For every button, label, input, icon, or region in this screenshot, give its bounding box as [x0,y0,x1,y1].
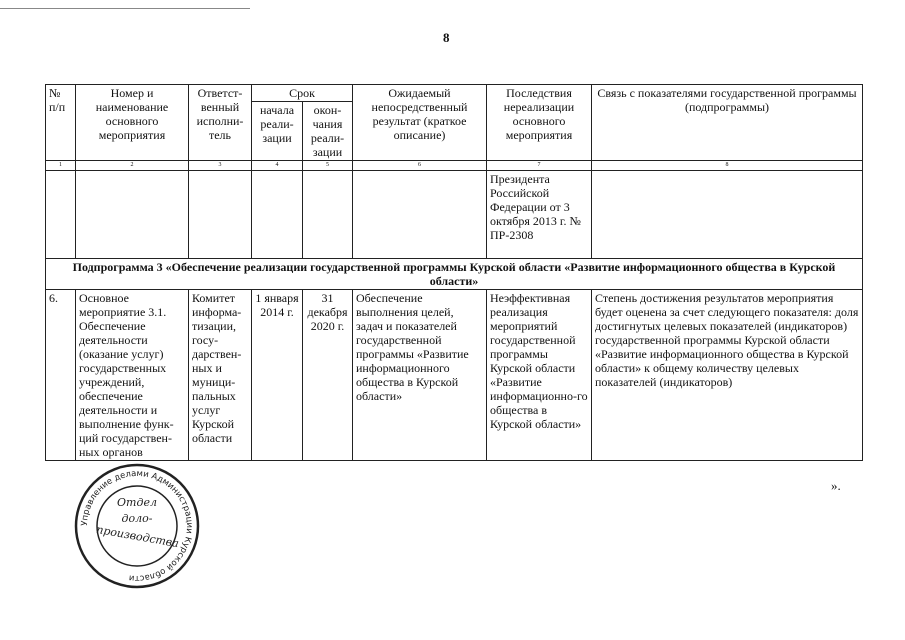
measures-table [45,84,863,461]
header-responsible: Ответст-венный исполни-тель [189,85,252,161]
row-expected: Обеспечение выполнения целей, задач и показателей государственной программы «Развитие информационного общества в Курской области» [353,290,487,461]
stamp-inner-line: производства [95,522,180,551]
row-link: Степень достижения результатов мероприятия будет оценена за счет следующего показателя: доля достигнутых целевых показателей (индикаторов) государственной программы Курской области «Развитие информационного общества в Курской области» к общему количеству целевых показателей (индикаторов) [592,290,863,461]
header-row [46,85,863,102]
col-number: 3 [189,161,252,171]
col-number: 1 [46,161,76,171]
col-number: 8 [592,161,863,171]
row-end: 31 декабря 2020 г. [303,290,353,461]
header-start: начала реали-зации [252,102,303,161]
col-number: 5 [303,161,353,171]
page-number: 8 [443,30,450,45]
header-end: окон-чания реали-зации [303,102,353,161]
header-num: № п/п [46,85,76,161]
column-number-row [46,161,863,171]
col-number: 2 [76,161,189,171]
continuation-consequences: Президента Российской Федерации от 3 октября 2013 г. № ПР-2308 [487,171,592,259]
row-consequences: Неэффективная реализация мероприятий государственной программы Курской области «Развитие информационно-го общества в Курской области» [487,290,592,461]
row-responsible: Комитет информа-тизации, госу-дарствен-ных и муници-пальных услуг Курской области [189,290,252,461]
row-start: 1 января 2014 г. [252,290,303,461]
stamp-ring-text: Управление делами Администрации Курской области [79,468,195,584]
subprogram-title: Подпрограмма 3 «Обеспечение реализации государственной программы Курской области «Развитие информационного общества в Курской области» [46,259,863,290]
table-row [46,290,863,461]
cell-empty [252,171,303,259]
stamp-inner-line: Отдел [117,496,157,509]
cell-empty [303,171,353,259]
top-rule [0,8,250,9]
cell-empty [353,171,487,259]
header-consequences: Последствия нереализации основного мероприятия [487,85,592,161]
subprogram-row [46,259,863,290]
header-term: Срок [252,85,353,102]
stamp-inner-line: доло- [121,512,153,525]
closing-quote: ». [831,478,841,493]
cell-empty [76,171,189,259]
header-name: Номер и наименование основного мероприятия [76,85,189,161]
office-stamp [73,462,201,590]
header-link: Связь с показателями государственной программы (подпрограммы) [592,85,863,161]
cell-empty [46,171,76,259]
cell-empty [189,171,252,259]
continuation-row [46,171,863,259]
col-number: 6 [353,161,487,171]
col-number: 4 [252,161,303,171]
row-num: 6. [46,290,76,461]
col-number: 7 [487,161,592,171]
cell-empty [592,171,863,259]
header-expected: Ожидаемый непосредственный результат (краткое описание) [353,85,487,161]
row-name: Основное мероприятие 3.1. Обеспечение деятельности (оказание услуг) государственных учреждений, обеспечение деятельности и выполнение функ-ций государствен-ных органов [76,290,189,461]
